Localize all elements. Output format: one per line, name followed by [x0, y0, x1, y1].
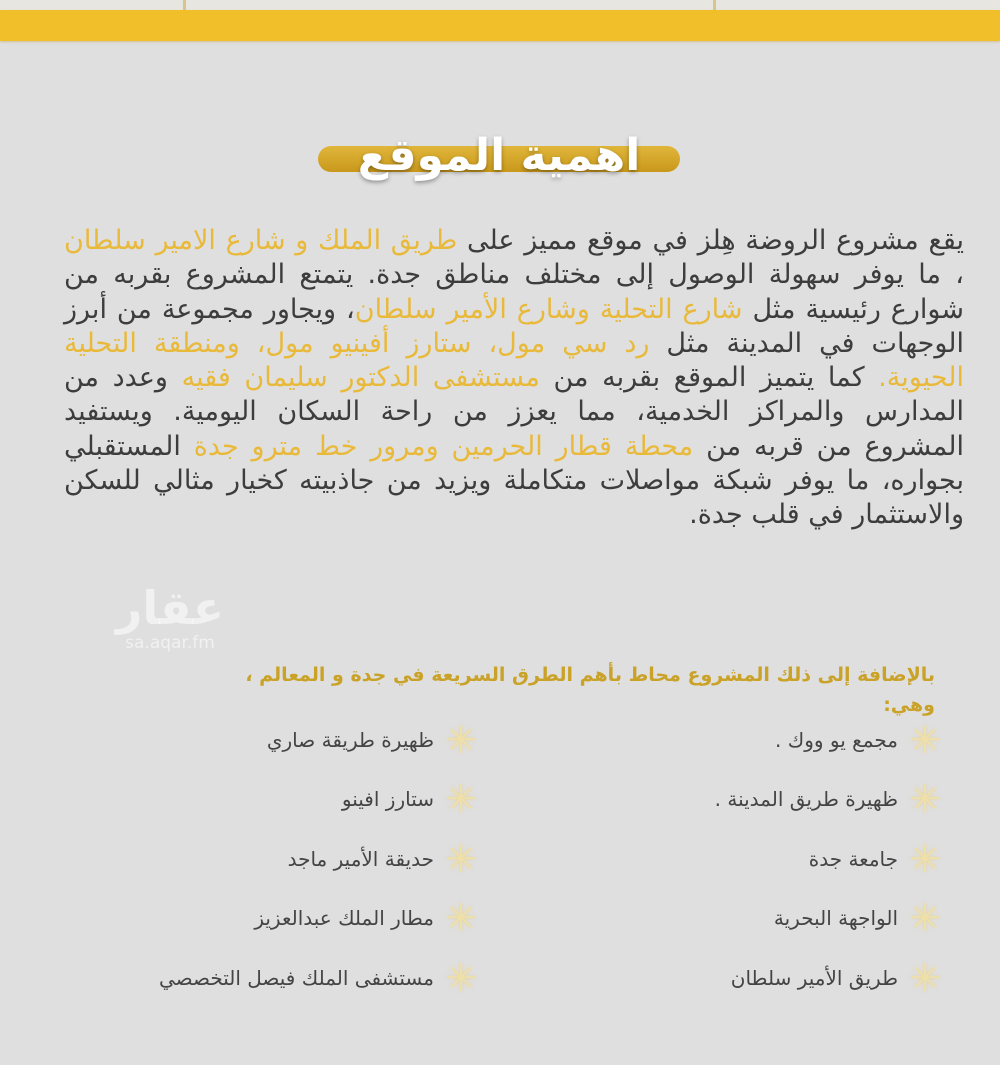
star-icon: ✳	[909, 896, 941, 941]
landmark-item	[58, 710, 478, 770]
landmark-label: ظهيرة طريق المدينة .	[714, 787, 898, 812]
star-icon: ✳	[909, 955, 941, 1000]
star-icon: ✳	[445, 955, 477, 1000]
landmark-item	[602, 889, 942, 949]
landmark-item	[58, 770, 478, 830]
landmark-item	[602, 948, 942, 1008]
paragraph-segment: ، ويجاور مجموعة من أبرز الوجهات في المدينة مثل	[64, 293, 965, 359]
landmark-label: الواجهة البحرية	[773, 906, 898, 931]
paragraph-segment: ، ما يوفر سهولة الوصول إلى مختلف مناطق جدة. يتمتع المشروع بقربه من شوارع رئيسية مثل	[64, 259, 965, 325]
star-icon: ✳	[909, 717, 941, 762]
highlighted-hospital: مستشفى الدكتور سليمان فقيه	[181, 362, 540, 394]
watermark-url: sa.aqar.fm	[125, 633, 215, 653]
landmark-label: طريق الأمير سلطان	[730, 965, 898, 990]
landmark-label: مستشفى الملك فيصل التخصصي	[158, 965, 434, 990]
landmark-item	[58, 889, 478, 949]
landmark-item	[58, 948, 478, 1008]
star-icon: ✳	[909, 836, 941, 881]
paragraph-segment: يقع مشروع الروضة هِلز في موقع مميز على	[457, 225, 964, 256]
strip-divider	[713, 0, 716, 10]
landmark-label: حديقة الأمير ماجد	[287, 846, 434, 871]
star-icon: ✳	[445, 836, 477, 881]
landmark-item	[602, 710, 942, 770]
landmark-label: مجمع يو ووك .	[775, 727, 898, 752]
landmark-label: ستارز افينو	[341, 787, 434, 812]
aqar-watermark	[90, 581, 250, 665]
landmark-item	[602, 770, 942, 830]
highlighted-road-name: طريق الملك و شارع الامير سلطان	[64, 225, 458, 256]
highlighted-street-names: شارع التحلية وشارع الأمير سلطان	[354, 293, 743, 325]
landmark-item	[58, 829, 478, 889]
paragraph-segment: كما يتميز الموقع بقربه من	[539, 362, 879, 394]
strip-divider	[183, 0, 186, 10]
landmark-label: جامعة جدة	[808, 846, 898, 871]
highlighted-transit: محطة قطار الحرمين ومرور خط مترو جدة	[193, 430, 694, 462]
landmarks-list-left	[58, 710, 478, 1008]
section-title: اهمية الموقع	[357, 130, 641, 181]
highlighted-destinations: رد سي مول، ستارز أفينيو مول، ومنطقة التحلية الحيوية.	[64, 327, 964, 394]
star-icon: ✳	[445, 896, 477, 941]
landmark-label: مطار الملك عبدالعزيز	[254, 906, 434, 931]
location-description-paragraph	[64, 224, 964, 533]
landmarks-list-right	[602, 710, 942, 1008]
star-icon: ✳	[445, 777, 477, 822]
section-title-banner	[318, 128, 680, 188]
gold-header-bar	[0, 10, 1000, 41]
landmark-item	[602, 829, 942, 889]
watermark-logo: عقار	[115, 581, 225, 635]
paragraph-segment: وعدد من المدارس والمراكز الخدمية، مما يعزز من راحة السكان اليومية. ويستفيد المشروع من قربه من	[64, 362, 964, 462]
paragraph-segment: المستقبلي بجواره، ما يوفر شبكة مواصلات متكاملة ويزيد من جاذبيته كخيار مثالي للسكن والاستثمار في قلب جدة.	[64, 430, 964, 531]
top-image-strip	[0, 0, 1000, 10]
landmarks-subheading: بالإضافة إلى ذلك المشروع محاط بأهم الطرق السريعة في جدة و المعالم ، وهي:	[245, 664, 935, 716]
star-icon: ✳	[909, 777, 941, 822]
star-icon: ✳	[445, 717, 477, 762]
landmark-label: ظهيرة طريقة صاري	[266, 727, 434, 752]
